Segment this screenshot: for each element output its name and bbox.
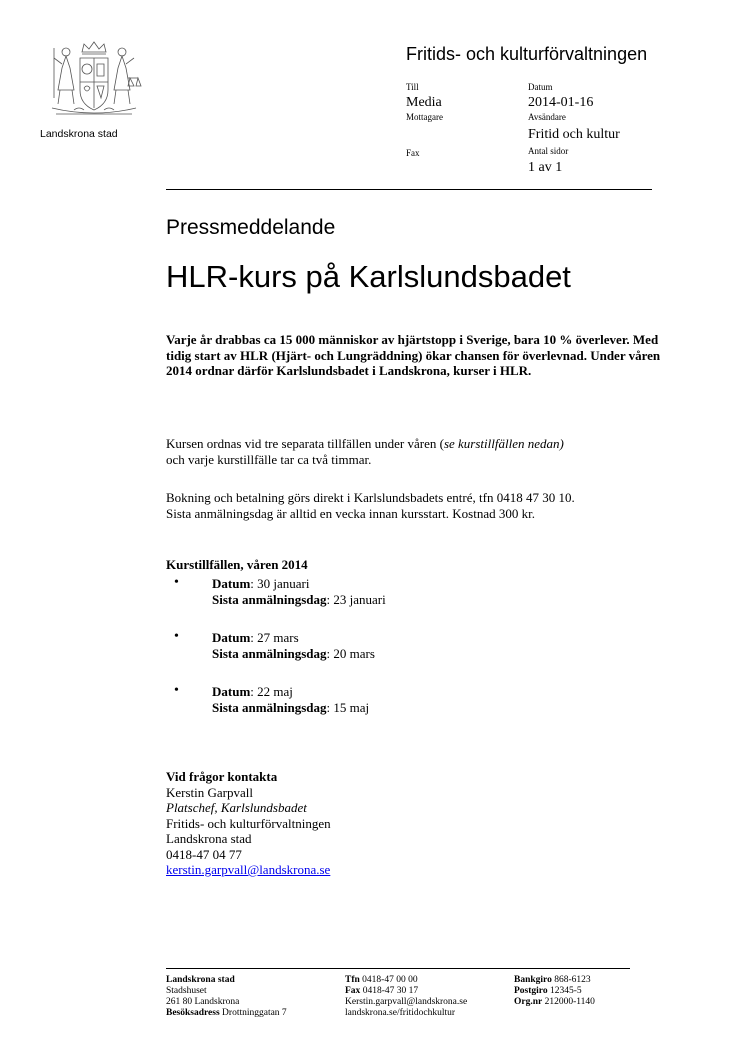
datum-value: 2014-01-16 [528, 95, 594, 110]
paragraph-booking [166, 490, 656, 521]
paragraph-schedule-text-2: och varje kurstillfälle tar ca två timmar. [166, 451, 372, 467]
date-label: Datum [212, 684, 251, 699]
lead-paragraph: Varje år drabbas ca 15 000 människor av hjärtstopp i Sverige, bara 10 % överlever. Med tidig start av HLR (Hjärt- och Lungräddning) ökar chansen för överlevnad. Under våren 2014 ordnar därför Karlslundsbadet i Landskrona, kurser i HLR. [166, 332, 661, 378]
bullet-icon: • [174, 575, 179, 590]
paragraph-schedule-text: Kursen ordnas vid tre separata tillfällen under våren ( [166, 436, 444, 451]
course-date: : 30 januari [250, 576, 310, 591]
contact-role: Platschef, Karlslundsbadet [166, 800, 307, 815]
document-title: HLR-kurs på Karlslundsbadet [166, 259, 571, 294]
booking-line-1: Bokning och betalning görs direkt i Karlslundsbadets entré, tfn 0418 47 30 10. [166, 490, 575, 505]
date-label: Datum [212, 630, 251, 645]
contact-name: Kerstin Garpvall [166, 784, 254, 800]
avsandare-label: Avsändare [528, 112, 566, 122]
footer-postgiro-value: 12345-5 [547, 986, 582, 996]
paragraph-schedule-italic: se kurstillfällen nedan) [443, 436, 564, 451]
course-deadline: : 23 januari [326, 591, 386, 607]
course-date: : 27 mars [250, 630, 299, 645]
footer-visit-value: Drottninggatan 7 [219, 1008, 287, 1018]
footer-fax-label: Fax [345, 986, 361, 996]
till-value: Media [406, 95, 442, 110]
course-deadline: : 20 mars [326, 645, 375, 661]
bullet-icon: • [174, 683, 179, 698]
footer-divider [166, 968, 630, 969]
footer-email: Kerstin.garpvall@landskrona.se [345, 997, 468, 1007]
footer-postgiro-label: Postgiro [514, 986, 548, 996]
paragraph-schedule [166, 436, 656, 467]
course-date: : 22 maj [250, 684, 293, 699]
footer-address [166, 975, 287, 1019]
fax-label: Fax [406, 148, 420, 158]
footer-tfn-label: Tfn [345, 975, 360, 985]
footer-postal: 261 80 Landskrona [166, 997, 240, 1007]
contact-department: Fritids- och kulturförvaltningen [166, 815, 331, 831]
footer-web: landskrona.se/fritidochkultur [345, 1008, 456, 1018]
contact-heading: Vid frågor kontakta [166, 769, 278, 784]
deadline-label: Sista anmälningsdag [212, 591, 327, 607]
footer-bankgiro-label: Bankgiro [514, 975, 552, 985]
footer-bankgiro-value: 868-6123 [551, 975, 591, 985]
course-deadline: : 15 maj [326, 699, 370, 715]
course-item [174, 683, 370, 715]
antal-sidor-value: 1 av 1 [528, 160, 563, 175]
antal-sidor-label: Antal sidor [528, 146, 569, 156]
date-label: Datum [212, 576, 251, 591]
deadline-label: Sista anmälningsdag [212, 699, 327, 715]
footer-tfn-value: 0418-47 00 00 [359, 975, 418, 985]
footer-orgnr-label: Org.nr [514, 997, 543, 1007]
city-logo [40, 38, 150, 142]
contact-block [166, 769, 331, 878]
department-title: Fritids- och kulturförvaltningen [406, 44, 648, 64]
deadline-label: Sista anmälningsdag [212, 645, 327, 661]
footer-contact [345, 975, 467, 1019]
bullet-icon: • [174, 629, 179, 644]
contact-phone: 0418-47 04 77 [166, 846, 242, 862]
footer-payment [514, 975, 595, 1008]
mottagare-label: Mottagare [406, 112, 443, 122]
booking-line-2: Sista anmälningsdag är alltid en vecka innan kursstart. Kostnad 300 kr. [166, 505, 535, 521]
till-label: Till [406, 82, 419, 92]
courses-heading: Kurstillfällen, våren 2014 [166, 557, 308, 572]
coat-of-arms-icon [44, 38, 144, 126]
city-name-text: Landskrona stad [40, 128, 118, 140]
contact-organization: Landskrona stad [166, 831, 252, 846]
footer-building: Stadshuset [166, 986, 207, 996]
datum-label: Datum [528, 82, 553, 92]
footer-orgnr-value: 212000-1140 [542, 997, 595, 1007]
avsandare-value: Fritid och kultur [528, 127, 620, 142]
footer-org: Landskrona stad [166, 975, 235, 985]
document-subtitle: Pressmeddelande [166, 216, 336, 239]
course-item [174, 575, 386, 607]
contact-email-link[interactable]: kerstin.garpvall@landskrona.se [166, 862, 331, 877]
footer-visit-label: Besöksadress [166, 1008, 220, 1018]
footer-fax-value: 0418-47 30 17 [360, 986, 419, 996]
header-divider [166, 189, 652, 190]
course-item [174, 629, 375, 661]
